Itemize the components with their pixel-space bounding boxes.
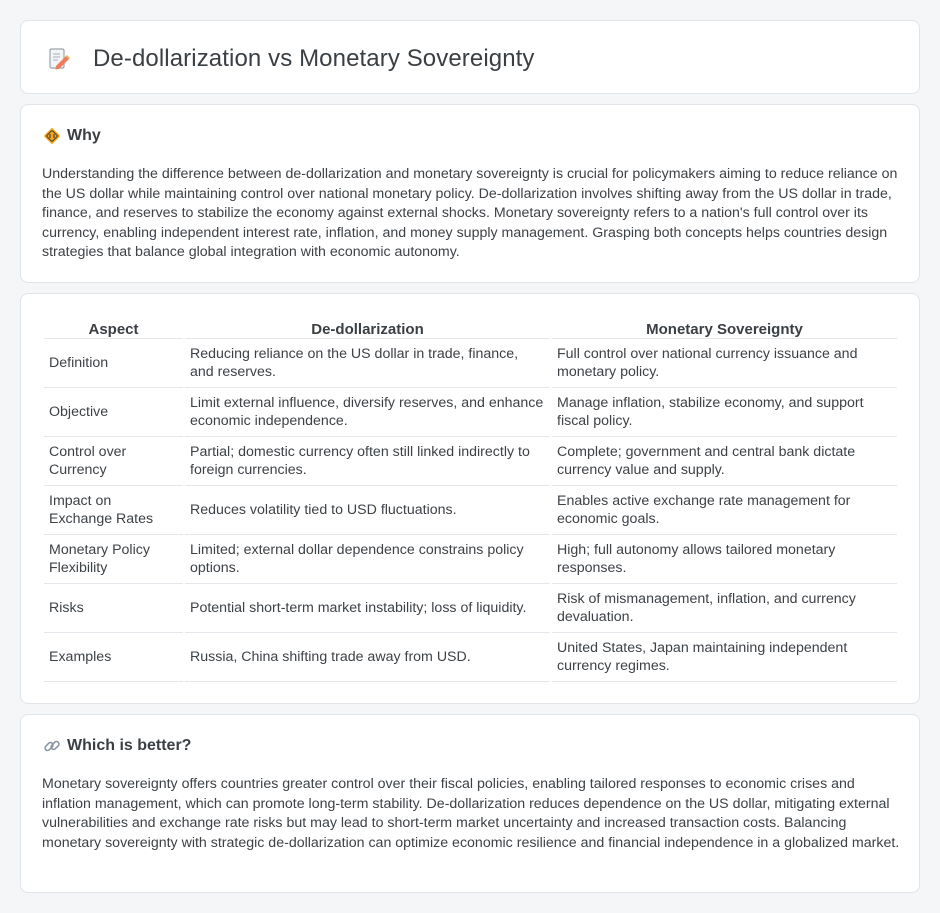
why-heading: [43, 127, 101, 145]
link-icon: [43, 737, 61, 755]
diamond-sign-icon: [43, 127, 61, 145]
why-text: Understanding the difference between de-dollarization and monetary sovereignty is crucial for policymakers aiming to reduce reliance on the US dollar while maintaining control over national monetary policy. De-dollarization involves shifting away from the US dollar in trade, finance, and reserves to stabilize the economy against external shocks. Monetary sovereignty refers to a nation's full control over its currency, enabling independent interest rate, inflation, and money supply management. Grasping both concepts helps countries design strategies that balance global integration with economic autonomy.: [42, 166, 898, 261]
title-card: [20, 20, 920, 94]
de-dollarization-cell: Potential short-term market instability; loss of liquidity.: [185, 584, 550, 633]
de-dollarization-cell: Partial; domestic currency often still linked indirectly to foreign currencies.: [185, 437, 550, 486]
page-title: De-dollarization vs Monetary Sovereignty: [93, 45, 535, 72]
table-header-row: [44, 315, 897, 339]
comparison-section: [20, 293, 920, 704]
de-dollarization-cell: Limited; external dollar dependence constrains policy options.: [185, 535, 550, 584]
aspect-cell: Monetary Policy Flexibility: [44, 535, 183, 584]
table-row: [44, 388, 897, 437]
de-dollarization-cell: Reduces volatility tied to USD fluctuations.: [185, 486, 550, 535]
header-de-dollarization: De-dollarization: [185, 315, 550, 339]
de-dollarization-cell: Russia, China shifting trade away from USD.: [185, 633, 550, 682]
table-row: [44, 486, 897, 535]
aspect-cell: Control over Currency: [44, 437, 183, 486]
why-section: [20, 104, 920, 283]
table-row: [44, 339, 897, 388]
better-heading: [43, 737, 191, 755]
which-is-better-section: [20, 714, 920, 893]
aspect-cell: Examples: [44, 633, 183, 682]
de-dollarization-cell: Reducing reliance on the US dollar in trade, finance, and reserves.: [185, 339, 550, 388]
why-title: Why: [67, 127, 101, 144]
monetary-sovereignty-cell: Full control over national currency issuance and monetary policy.: [552, 339, 897, 388]
table-row: [44, 437, 897, 486]
aspect-cell: Impact on Exchange Rates: [44, 486, 183, 535]
header-aspect: Aspect: [44, 315, 183, 339]
aspect-cell: Definition: [44, 339, 183, 388]
better-title: Which is better?: [67, 737, 192, 754]
table-row: [44, 584, 897, 633]
comparison-table: [42, 315, 899, 682]
header-monetary-sovereignty: Monetary Sovereignty: [552, 315, 897, 339]
de-dollarization-cell: Limit external influence, diversify reserves, and enhance economic independence.: [185, 388, 550, 437]
monetary-sovereignty-cell: Manage inflation, stabilize economy, and support fiscal policy.: [552, 388, 897, 437]
monetary-sovereignty-cell: Risk of mismanagement, inflation, and currency devaluation.: [552, 584, 897, 633]
monetary-sovereignty-cell: Complete; government and central bank dictate currency value and supply.: [552, 437, 897, 486]
table-row: [44, 535, 897, 584]
table-row: [44, 633, 897, 682]
title-row: [47, 45, 535, 73]
better-text: Monetary sovereignty offers countries greater control over their fiscal policies, enabling tailored responses to economic crises and inflation management, which can promote long-term stability. De-dollarization reduces dependence on the US dollar, mitigating external vulnerabilities and exchange rate risks but may lead to short-term market uncertainty and increased transaction costs. Balancing monetary sovereignty with strategic de-dollarization can optimize economic resilience and financial independence in a globalized market.: [42, 776, 900, 851]
monetary-sovereignty-cell: High; full autonomy allows tailored monetary responses.: [552, 535, 897, 584]
document-edit-icon: [47, 47, 71, 71]
monetary-sovereignty-cell: United States, Japan maintaining independent currency regimes.: [552, 633, 897, 682]
monetary-sovereignty-cell: Enables active exchange rate management for economic goals.: [552, 486, 897, 535]
aspect-cell: Objective: [44, 388, 183, 437]
aspect-cell: Risks: [44, 584, 183, 633]
